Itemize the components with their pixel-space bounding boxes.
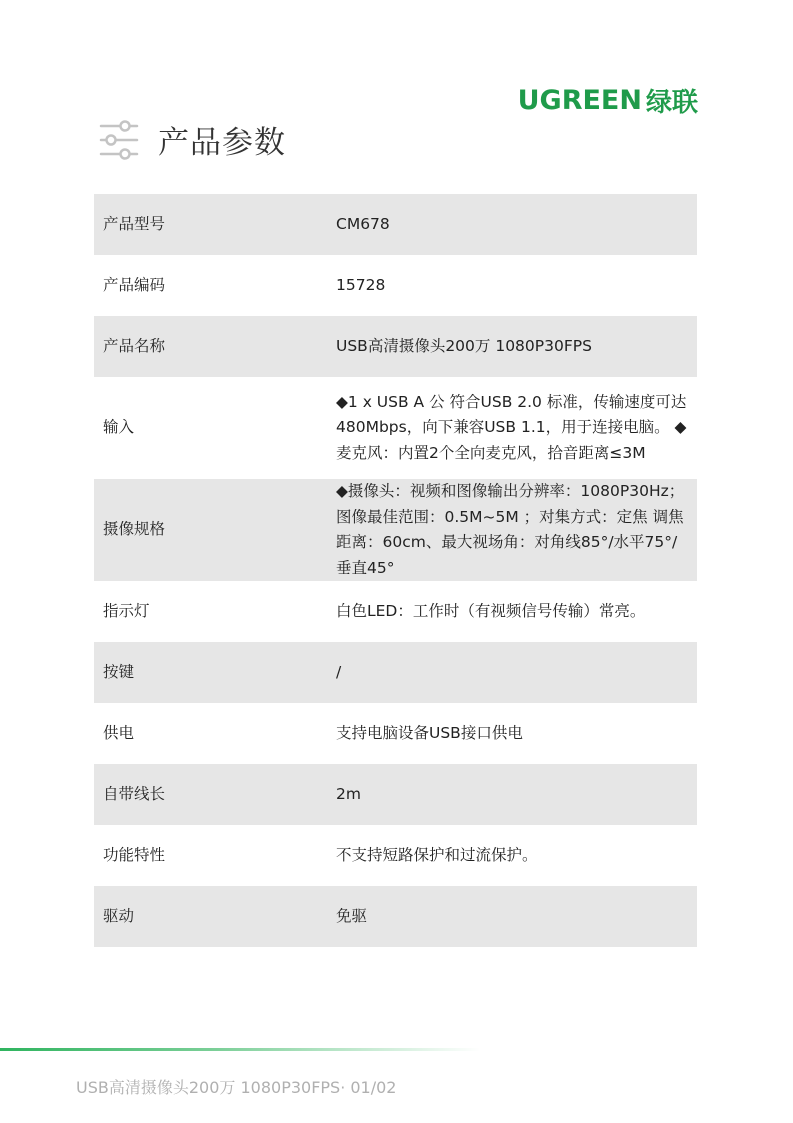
- spec-key: 产品名称: [103, 336, 166, 355]
- spec-row-indicator: [94, 581, 697, 642]
- spec-row-model: [94, 194, 697, 255]
- brand-logo-chinese: 绿联: [645, 87, 698, 118]
- spec-row-cable-length: [94, 764, 697, 825]
- spec-value: 免驱: [336, 906, 368, 925]
- spec-key: 摄像规格: [103, 520, 166, 539]
- spec-key: 驱动: [103, 906, 135, 925]
- spec-value: ◆摄像头：视频和图像输出分辨率：1080P30Hz；图像最佳范围：0.5M~5M ；对集方式：定焦 调焦距离：60cm、最大视场角：对角线85°/水平75°/垂直45°: [336, 482, 685, 577]
- spec-key: 指示灯: [103, 601, 150, 620]
- spec-table: [94, 194, 697, 947]
- spec-value: /: [336, 662, 342, 681]
- page-title: 产品参数: [158, 125, 286, 161]
- spec-key: 产品型号: [103, 214, 166, 233]
- spec-row-driver: [94, 886, 697, 947]
- spec-key: 输入: [103, 418, 135, 437]
- spec-row-input: [94, 377, 697, 479]
- footer-divider: [0, 1048, 480, 1051]
- spec-value: 不支持短路保护和过流保护。: [336, 845, 538, 864]
- spec-row-power: [94, 703, 697, 764]
- sliders-icon: [98, 119, 140, 161]
- spec-row-buttons: [94, 642, 697, 703]
- page-header: [98, 117, 286, 162]
- spec-value: 15728: [336, 275, 386, 294]
- brand-logo-latin: UGREEN: [517, 84, 642, 116]
- spec-key: 供电: [103, 723, 135, 742]
- footer-caption: USB高清摄像头200万 1080P30FPS· 01/02: [76, 1078, 397, 1097]
- spec-key: 自带线长: [103, 784, 166, 803]
- spec-row-camera: [94, 479, 697, 581]
- spec-key: 按键: [103, 662, 135, 681]
- spec-row-features: [94, 825, 697, 886]
- spec-row-code: [94, 255, 697, 316]
- brand-logo: [518, 84, 698, 116]
- spec-value: 支持电脑设备USB接口供电: [336, 723, 523, 742]
- spec-row-name: [94, 316, 697, 377]
- spec-key: 产品编码: [103, 275, 166, 294]
- spec-key: 功能特性: [103, 845, 166, 864]
- spec-value: USB高清摄像头200万 1080P30FPS: [336, 336, 592, 355]
- spec-value: 白色LED：工作时（有视频信号传输）常亮。: [336, 601, 646, 620]
- spec-value: 2m: [336, 784, 361, 803]
- spec-value: ◆1 x USB A 公 符合USB 2.0 标准，传输速度可达480Mbps，向下兼容USB 1.1，用于连接电脑。 ◆麦克风：内置2个全向麦克风，拾音距离≤3M: [336, 392, 687, 462]
- spec-value: CM678: [336, 214, 390, 233]
